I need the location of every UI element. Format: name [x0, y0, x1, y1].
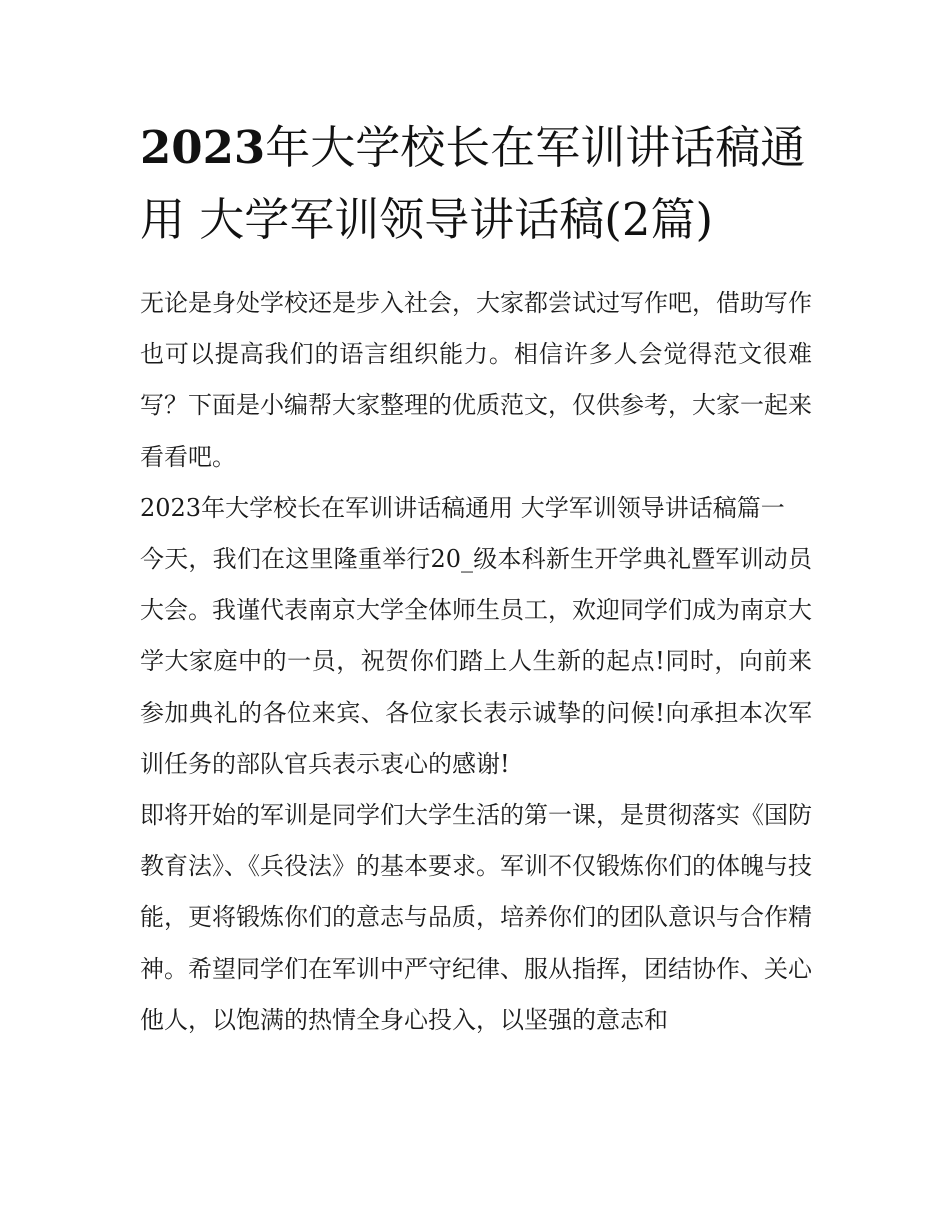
paragraph-military-training: 即将开始的军训是同学们大学生活的第一课，是贯彻落实《国防教育法》、《兵役法》的基本要求。军训不仅锻炼你们的体魄与技能，更将锻炼你们的意志与品质，培养你们的团队意识与合作精神。希望同学们在军训中严守纪律、服从指挥，团结协作、关心他人，以饱满的热情全身心投入，以坚强的意志和: [140, 801, 812, 1034]
paragraph-section-heading: 2023年大学校长在军训讲话稿通用 大学军训领导讲话稿篇一: [140, 493, 785, 522]
paragraph-welcome: 今天，我们在这里隆重举行20_级本科新生开学典礼暨军训动员大会。我谨代表南京大学全体师生员工，欢迎同学们成为南京大学大家庭中的一员，祝贺你们踏上人生新的起点!同时，向前来参加典礼的各位来宾、各位家长表示诚挚的问候!向承担本次军训任务的部队官兵表示衷心的感谢!: [140, 545, 812, 778]
paragraph-intro: 无论是身处学校还是步入社会，大家都尝试过写作吧，借助写作也可以提高我们的语言组织能力。相信许多人会觉得范文很难写？下面是小编帮大家整理的优质范文，仅供参考，大家一起来看看吧。: [140, 289, 812, 471]
document-body: [140, 112, 812, 1046]
title-year: 2023: [140, 121, 266, 174]
document-title: [140, 112, 812, 256]
title-text: 年大学校长在军训讲话稿通用 大学军训领导讲话稿(2篇): [140, 121, 806, 246]
